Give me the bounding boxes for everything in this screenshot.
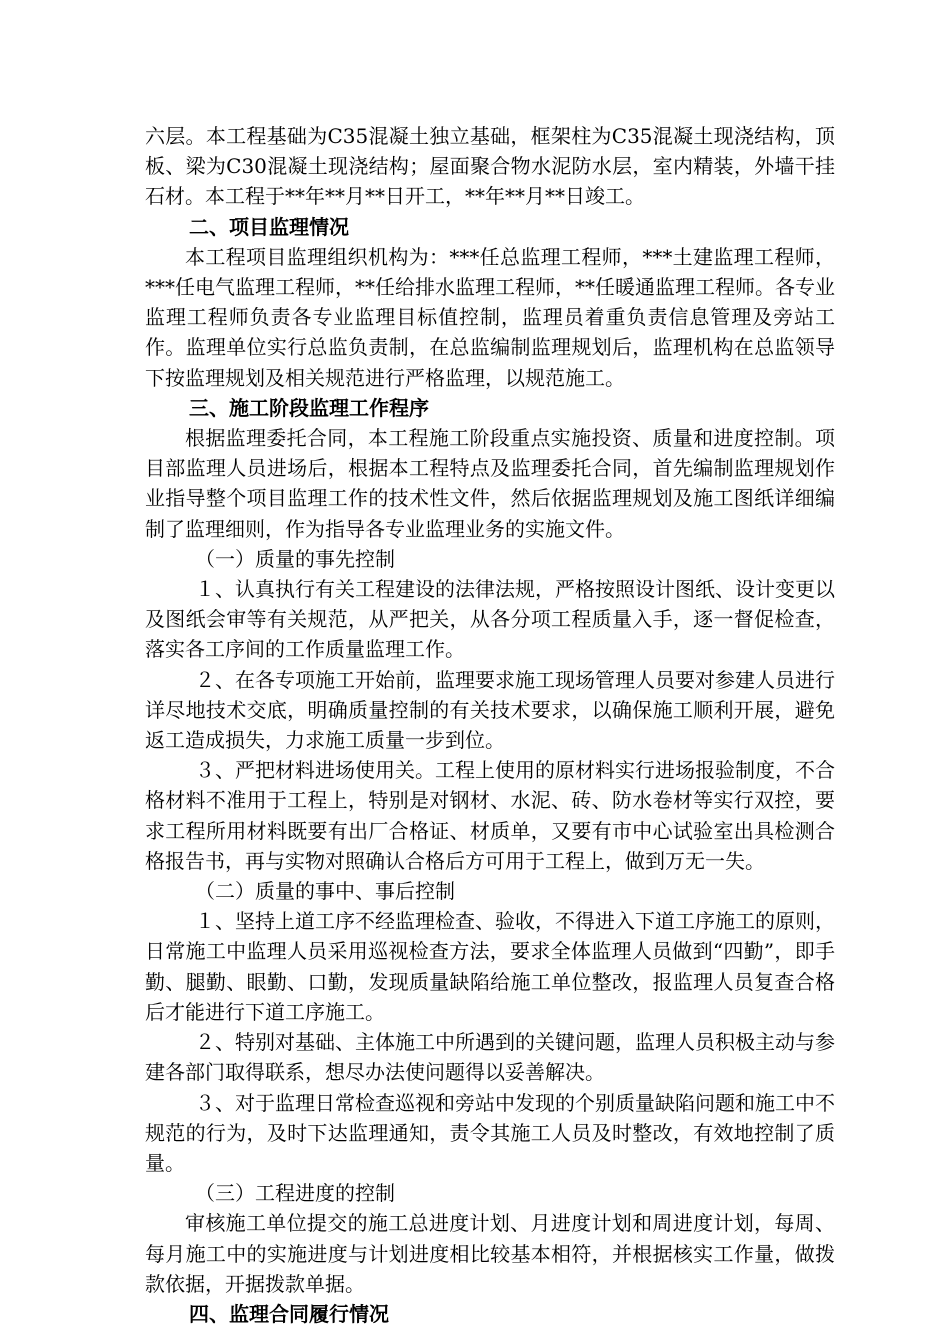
list-item-in-process-1: １、坚持上道工序不经监理检查、验收，不得进入下道工序施工的原则，日常施工中监理人员采用巡视检查方法，要求全体监理人员做到“四勤”，即手勤、腿勤、眼勤、口勤，发现质量缺陷给施工单位整改，报监理人员复查合格后才能进行下道工序施工。 (145, 909, 835, 1024)
paragraph-supervision-organization: 本工程项目监理组织机构为：***任总监理工程师，***土建监理工程师，***任电气监理工程师，**任给排水监理工程师，**任暖通监理工程师。各专业监理工程师负责各专业监理目标值控制，监理员着重负责信息管理及旁站工作。监理单位实行总监负责制，在总监编制监理规划后，监理机构在总监领导下按监理规划及相关规范进行严格监理，以规范施工。 (145, 244, 835, 390)
document-body (145, 121, 835, 1329)
list-item-in-process-2: ２、特别对基础、主体施工中所遇到的关键问题，监理人员积极主动与参建各部门取得联系，想尽办法使问题得以妥善解决。 (145, 1030, 835, 1085)
section-heading-2: 二、项目监理情况 (189, 214, 349, 239)
subheading-quality-pre-control: （一）质量的事先控制 (195, 546, 395, 571)
subheading-quality-in-process-control: （二）质量的事中、事后控制 (195, 879, 455, 904)
paragraph-work-procedure: 根据监理委托合同，本工程施工阶段重点实施投资、质量和进度控制。项目部监理人员进场后，根据本工程特点及监理委托合同，首先编制监理规划作业指导整个项目监理工作的技术性文件，然后依据监理规划及施工图纸详细编制了监理细则，作为指导各专业监理业务的实施文件。 (145, 426, 835, 541)
paragraph-progress-control: 审核施工单位提交的施工总进度计划、月进度计划和周进度计划，每周、每月施工中的实施进度与计划进度相比较基本相符，并根据核实工作量，做拨款依据，开据拨款单据。 (145, 1211, 835, 1296)
paragraph-project-overview: 六层。本工程基础为C35混凝土独立基础，框架柱为C35混凝土现浇结构，顶板、梁为C30混凝土现浇结构；屋面聚合物水泥防水层，室内精装，外墙干挂石材。本工程于**年**月**日开工，**年**月**日竣工。 (145, 124, 835, 209)
list-item-pre-control-1: １、认真执行有关工程建设的法律法规，严格按照设计图纸、设计变更以及图纸会审等有关规范，从严把关，从各分项工程质量入手，逐一督促检查，落实各工序间的工作质量监理工作。 (145, 577, 835, 662)
list-item-in-process-3: ３、对于监理日常检查巡视和旁站中发现的个别质量缺陷问题和施工中不规范的行为，及时下达监理通知，责令其施工人员及时整改，有效地控制了质量。 (145, 1090, 835, 1175)
list-item-pre-control-3: ３、严把材料进场使用关。工程上使用的原材料实行进场报验制度，不合格材料不准用于工程上，特别是对钢材、水泥、砖、防水卷材等实行双控，要求工程所用材料既要有出厂合格证、材质单，又要有市中心试验室出具检测合格报告书，再与实物对照确认合格后方可用于工程上，做到万无一失。 (145, 758, 835, 873)
section-heading-4: 四、监理合同履行情况 (189, 1301, 389, 1326)
list-item-pre-control-2: ２、在各专项施工开始前，监理要求施工现场管理人员要对参建人员进行详尽地技术交底，明确质量控制的有关技术要求，以确保施工顺利开展，避免返工造成损失，力求施工质量一步到位。 (145, 667, 835, 753)
subheading-progress-control: （三）工程进度的控制 (195, 1181, 395, 1206)
section-heading-3: 三、施工阶段监理工作程序 (189, 395, 429, 420)
